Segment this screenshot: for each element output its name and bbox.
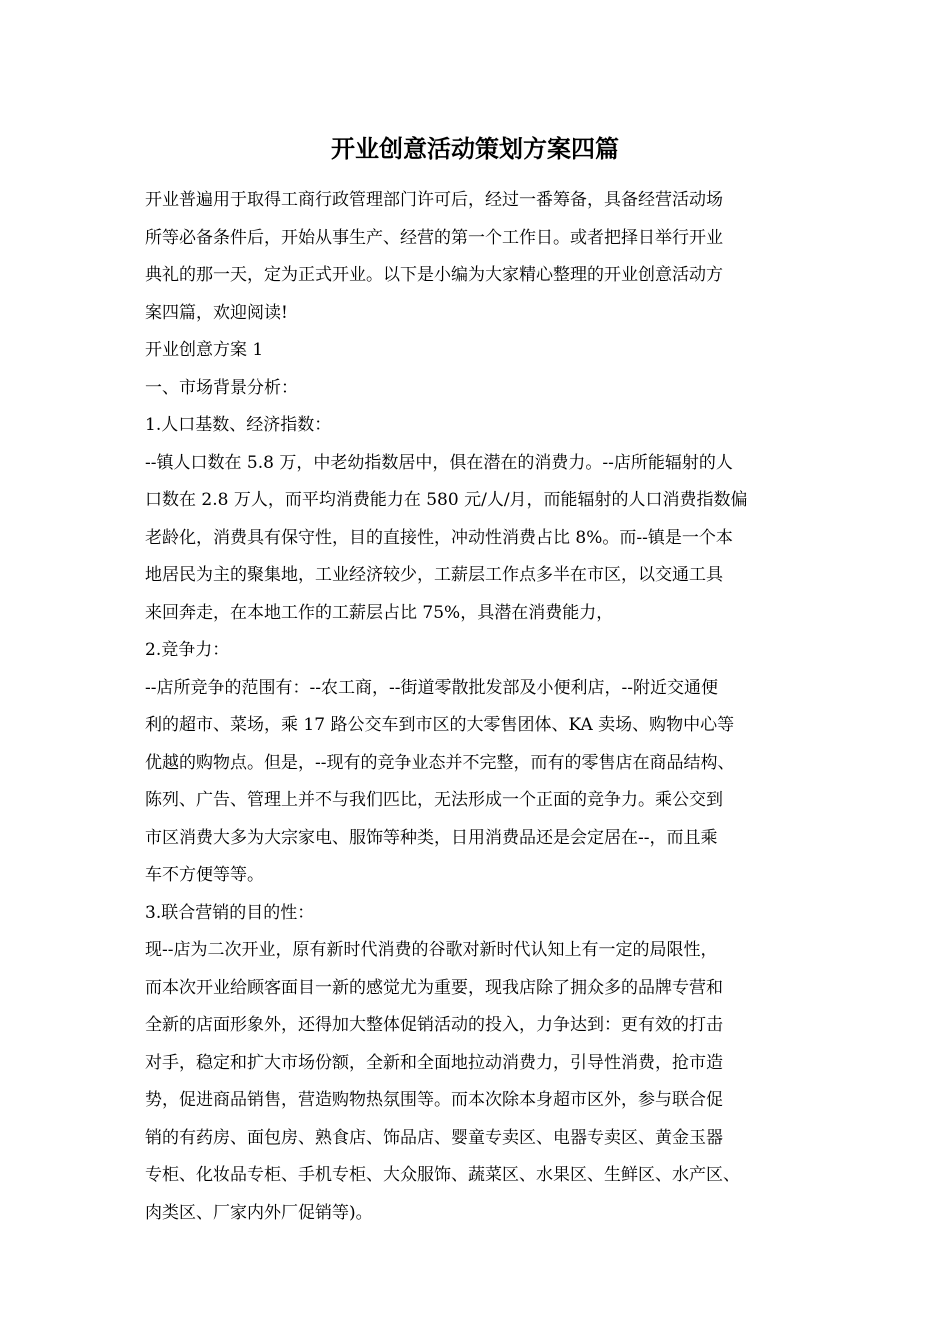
body-line: 肉类区、厂家内外厂促销等)。 xyxy=(145,1202,373,1223)
document-body xyxy=(145,182,825,1232)
body-line: 开业普遍用于取得工商行政管理部门许可后，经过一番筹备，具备经营活动场 xyxy=(145,190,723,210)
subsection-heading: 3.联合营销的目的性： xyxy=(145,902,315,923)
body-line: --镇人口数在 5.8 万，中老幼指数居中，俱在潜在的消费力。--店所能辐射的人 xyxy=(145,452,733,473)
body-line: 优越的购物点。但是，--现有的竞争业态并不完整，而有的零售店在商品结构、 xyxy=(145,752,735,773)
section-heading: 开业创意方案 1 xyxy=(145,340,264,360)
body-line: 专柜、化妆品专柜、手机专柜、大众服饰、蔬菜区、水果区、生鲜区、水产区、 xyxy=(145,1165,740,1185)
body-line: 老龄化，消费具有保守性，目的直接性，冲动性消费占比 8%。而--镇是一个本 xyxy=(145,527,733,548)
body-line: 车不方便等等。 xyxy=(145,865,264,885)
subsection-heading: 2.竞争力： xyxy=(145,640,230,660)
body-line: 现--店为二次开业，原有新时代消费的谷歌对新时代认知上有一定的局限性， xyxy=(145,940,718,960)
body-line: 市区消费大多为大宗家电、服饰等种类，日用消费品还是会定居在--，而且乘 xyxy=(145,827,718,848)
body-line: 所等必备条件后，开始从事生产、经营的第一个工作日。或者把择日举行开业 xyxy=(145,227,723,248)
body-line: 陈列、广告、管理上并不与我们匹比，无法形成一个正面的竞争力。乘公交到 xyxy=(145,790,723,810)
body-line: 而本次开业给顾客面目一新的感觉尤为重要，现我店除了拥众多的品牌专营和 xyxy=(145,977,723,998)
body-line: 来回奔走，在本地工作的工薪层占比 75%，具潜在消费能力， xyxy=(145,602,614,623)
body-line: 典礼的那一天，定为正式开业。以下是小编为大家精心整理的开业创意活动方 xyxy=(145,265,723,285)
body-line: --店所竞争的范围有：--农工商，--街道零散批发部及小便利店，--附近交通便 xyxy=(145,677,718,698)
body-line: 销的有药房、面包房、熟食店、饰品店、婴童专卖区、电器专卖区、黄金玉器 xyxy=(145,1127,723,1148)
body-line: 利的超市、菜场，乘 17 路公交车到市区的大零售团体、KA 卖场、购物中心等 xyxy=(145,715,735,735)
body-line: 地居民为主的聚集地，工业经济较少，工薪层工作点多半在市区，以交通工具 xyxy=(145,565,723,585)
section-heading: 一、市场背景分析： xyxy=(145,377,298,398)
subsection-heading: 1.人口基数、经济指数： xyxy=(145,415,332,435)
body-line: 口数在 2.8 万人，而平均消费能力在 580 元/人/月，而能辐射的人口消费指数偏 xyxy=(145,490,748,510)
body-line: 案四篇，欢迎阅读! xyxy=(145,302,288,323)
body-line: 对手，稳定和扩大市场份额，全新和全面地拉动消费力，引导性消费，抢市造 xyxy=(145,1052,723,1073)
document-title: 开业创意活动策划方案四篇 xyxy=(331,134,619,163)
body-line: 势，促进商品销售，营造购物热氛围等。而本次除本身超市区外，参与联合促 xyxy=(145,1090,723,1110)
body-line: 全新的店面形象外，还得加大整体促销活动的投入，力争达到：更有效的打击 xyxy=(145,1015,723,1035)
